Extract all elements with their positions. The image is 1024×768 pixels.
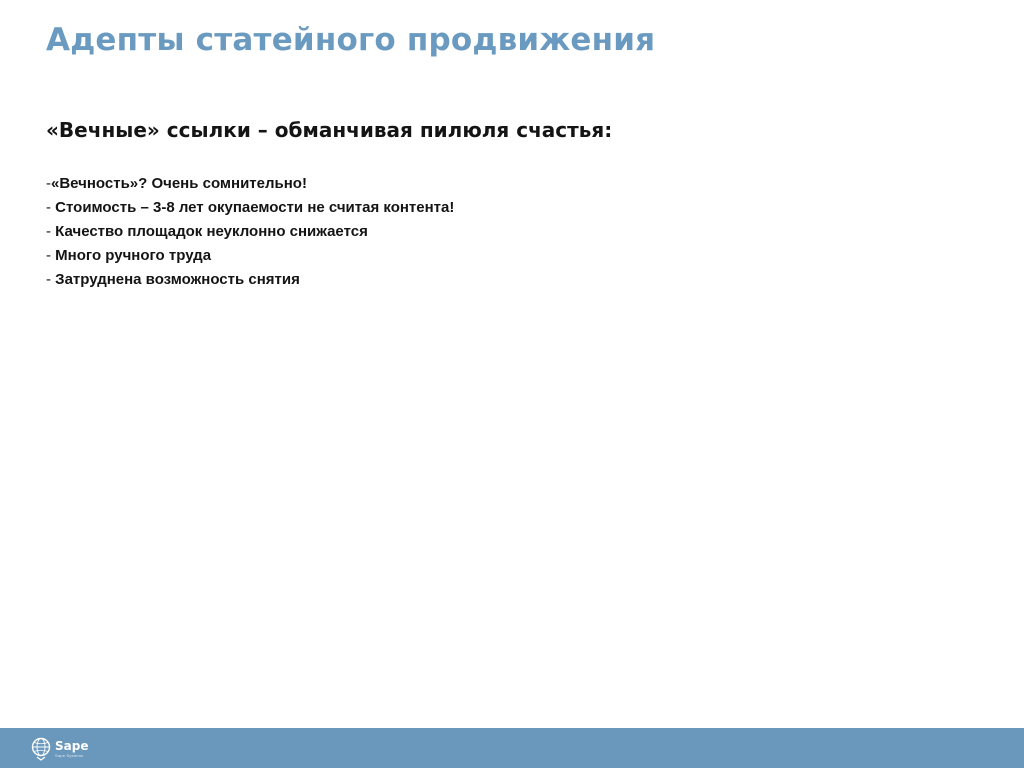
logo-text xyxy=(55,740,88,758)
logo-tagline: Sape Systems xyxy=(55,753,84,758)
bullet-item xyxy=(46,244,454,268)
bullet-dash: - xyxy=(46,247,56,264)
bullet-text: Стоимость – 3-8 лет окупаемости не считая контента! xyxy=(55,199,455,216)
bullet-dash: - xyxy=(46,199,56,216)
bullet-text: Качество площадок неуклонно снижается xyxy=(55,223,368,240)
slide-title: Адепты статейного продвижения xyxy=(46,22,656,58)
bullet-item xyxy=(46,220,454,244)
bullet-item xyxy=(46,172,454,196)
bullet-dash: - xyxy=(46,223,56,240)
bullet-text: «Вечность»? Очень сомнительно! xyxy=(51,175,307,192)
logo-name: Sape xyxy=(55,739,89,753)
bullet-text: Много ручного труда xyxy=(55,247,212,264)
bullet-dash: - xyxy=(46,271,56,288)
bullet-item xyxy=(46,196,454,220)
slide-subtitle: «Вечные» ссылки – обманчивая пилюля счастья: xyxy=(46,118,613,142)
footer-bar xyxy=(0,728,1024,768)
bullet-list xyxy=(46,172,454,292)
bullet-item xyxy=(46,268,454,292)
bullet-dash: - xyxy=(46,175,51,192)
sape-logo xyxy=(30,736,88,762)
globe-icon xyxy=(30,736,52,762)
bullet-text: Затруднена возможность снятия xyxy=(55,271,300,288)
